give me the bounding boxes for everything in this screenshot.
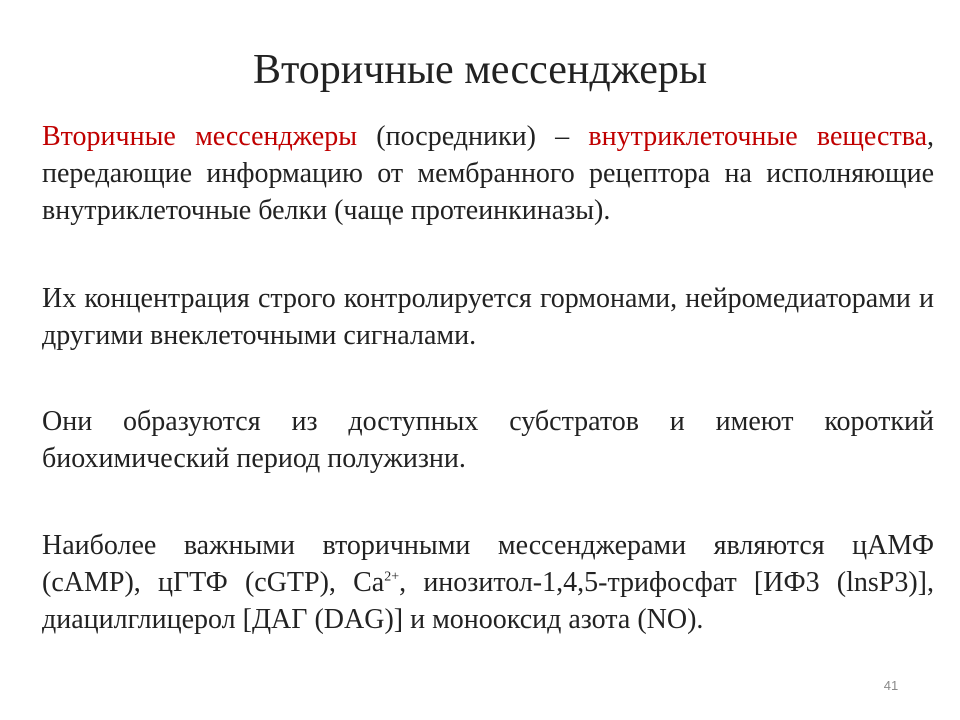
examples-after: , инозитол-1,4,5-трифосфат [ИФ3 (lnsP3)], диацилглицерол [ДАГ (DAG)] и монооксид азота (NO). bbox=[42, 567, 934, 635]
term-highlight: Вторичные мессенджеры bbox=[42, 121, 358, 152]
examples-before: Наиболее важными вторичными мессенджерами являются цАМФ (cAMP), цГТФ (cGTP), Ca bbox=[42, 530, 934, 598]
paragraph-definition bbox=[42, 118, 934, 229]
slide-title: Вторичные мессенджеры bbox=[252, 47, 708, 93]
paragraph-examples bbox=[42, 527, 934, 638]
term-qualifier: (посредники) – bbox=[357, 121, 589, 152]
paragraph-formation: Они образуются из доступных субстратов и имеют короткий биохимический период полужизни. bbox=[42, 406, 934, 474]
page-number: 41 bbox=[883, 678, 899, 693]
definition-highlight: внутриклеточные вещества bbox=[588, 121, 927, 152]
definition-rest: , передающие информацию от мембранного рецептора на исполняющие внутриклеточные белки (чаще протеинкиназы). bbox=[42, 121, 934, 226]
calcium-charge-superscript: 2+ bbox=[384, 569, 400, 585]
paragraph-concentration: Их концентрация строго контролируется гормонами, нейромедиаторами и другими внеклеточными сигналами. bbox=[42, 283, 934, 351]
